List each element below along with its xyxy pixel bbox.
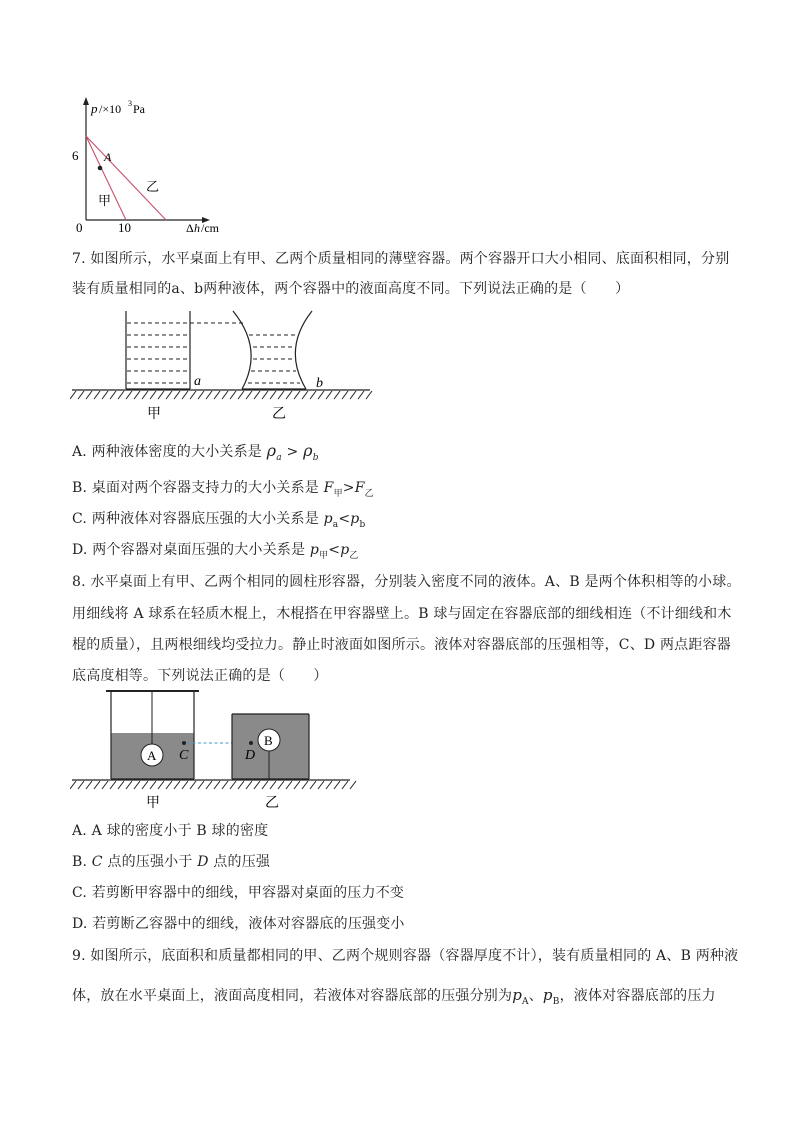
pressure-sub-a: a: [332, 519, 339, 530]
y-axis-label-unit: /×10: [99, 102, 122, 116]
liquid-a-label: a: [194, 374, 201, 389]
y-axis-label-pa: Pa: [133, 102, 145, 116]
line-jia-label: 甲: [98, 193, 112, 208]
q8-option-d: D. 若剪断乙容器中的细线，液体对容器底的压强变小: [72, 916, 405, 932]
x-axis-label-h: h: [194, 221, 200, 235]
q7-option-b-text: B. 桌面对两个容器支持力的大小关系是: [72, 480, 319, 496]
x-tick-10: 10: [118, 220, 131, 235]
point-a-label: A: [104, 150, 112, 164]
q7-containers-figure: [70, 305, 380, 423]
q7-option-a: [72, 441, 319, 463]
q8-option-b: [72, 851, 270, 871]
y-tick-6: 6: [72, 148, 79, 163]
pressure-symbol: p: [512, 986, 523, 1004]
force-sub-yi: 乙: [364, 488, 374, 499]
point-d-ref: D: [197, 854, 209, 870]
point-a: [98, 166, 103, 171]
container-yi-label: 乙: [272, 407, 286, 422]
pressure-sub-jia: 甲: [319, 550, 329, 561]
liquid-b-label: b: [316, 376, 323, 391]
q8-text-line2: 用细线将 A 球系在轻质木棍上，木棍搭在甲容器壁上。B 球与固定在容器底部的细线相连（不计细线和木: [72, 606, 732, 622]
container-yi-label: 乙: [265, 796, 279, 811]
q9-text-line2-prefix: 体，放在水平桌面上，液面高度相同，若液体对容器底部的压强分别为: [72, 988, 513, 1004]
greater-than: >: [342, 480, 355, 496]
q7-option-a-text: A. 两种液体密度的大小关系是: [72, 444, 263, 460]
q7-text-line2: 装有质量相同的a、b两种液体，两个容器中的液面高度不同。下列说法正确的是（ ）: [72, 281, 630, 297]
pressure-depth-graph: [60, 92, 240, 242]
rho-symbol: ρ: [266, 441, 277, 460]
pressure-sub-b: b: [359, 519, 366, 530]
x-axis-label-delta: Δ: [186, 221, 194, 235]
q7-option-d: [72, 539, 359, 561]
pressure-sub-yi: 乙: [349, 550, 359, 561]
greater-than: >: [281, 444, 304, 460]
less-than: <: [328, 542, 341, 558]
x-axis-label-unit: /cm: [201, 221, 219, 235]
point-d: [249, 741, 253, 745]
ball-a-label: A: [147, 748, 157, 763]
q8-option-c: C. 若剪断甲容器中的细线，甲容器对桌面的压力不变: [72, 885, 405, 901]
point-c: [182, 741, 186, 745]
q8-containers-figure: [70, 686, 360, 812]
container-jia-label: 甲: [147, 407, 161, 422]
pressure-symbol: p: [309, 542, 320, 558]
separator: 、: [528, 988, 543, 1004]
q8-option-b-prefix: B.: [72, 854, 92, 870]
q8-text-line3: 棍的质量），且两根细线均受拉力。静止时液面如图所示。液体对容器底部的压强相等，C、D 两点距容器: [72, 637, 731, 653]
rho-sub-a: a: [276, 452, 282, 463]
origin-label: 0: [76, 220, 83, 235]
y-axis-label-p: p: [91, 101, 98, 116]
pressure-symbol: p: [350, 511, 360, 527]
q7-option-c: [72, 508, 365, 530]
q7-option-d-text: D. 两个容器对桌面压强的大小关系是: [72, 542, 306, 558]
y-axis-label-exp: 3: [128, 99, 132, 108]
q9-text-line1: 9. 如图所示，底面积和质量都相同的甲、乙两个规则容器（容器厚度不计），装有质量相同的 A、B 两种液: [72, 948, 739, 964]
force-sub-jia: 甲: [333, 488, 343, 499]
pressure-symbol: p: [323, 511, 333, 527]
q7-text-line1: 7. 如图所示，水平桌面上有甲、乙两个质量相同的薄壁容器。两个容器开口大小相同、底面积相同，分别: [72, 251, 730, 267]
q7-option-c-text: C. 两种液体对容器底压强的大小关系是: [72, 511, 319, 527]
force-symbol: F: [323, 480, 334, 496]
point-c-ref: C: [91, 854, 103, 870]
rho-sub-b: b: [312, 452, 319, 463]
less-than: <: [338, 511, 351, 527]
q9-text-line2-suffix: ，液体对容器底部的压力: [559, 988, 716, 1004]
q8-option-b-suffix: 点的压强: [208, 854, 271, 870]
q8-option-b-mid: 点的压强小于: [102, 854, 198, 870]
q8-text-line1: 8. 水平桌面上有甲、乙两个相同的圆柱形容器，分别装入密度不同的液体。A、B 是两个体积相等的小球。: [72, 574, 741, 590]
pressure-symbol: p: [340, 542, 350, 558]
point-d-label: D: [245, 748, 256, 763]
pressure-symbol: p: [542, 986, 553, 1004]
q8-text-line4: 底高度相等。下列说法正确的是（ ）: [72, 668, 328, 684]
q7-option-b: [72, 477, 374, 499]
line-yi-label: 乙: [146, 179, 160, 194]
q9-text-line2: [72, 985, 716, 1007]
container-jia-label: 甲: [146, 796, 160, 811]
pressure-sub-b: B: [552, 996, 560, 1007]
rho-symbol: ρ: [303, 441, 313, 460]
pressure-sub-a: A: [522, 996, 529, 1007]
q8-option-a: A. A 球的密度小于 B 球的密度: [72, 823, 269, 839]
point-c-label: C: [179, 748, 189, 763]
ball-b-label: B: [264, 733, 273, 748]
force-symbol: F: [354, 480, 365, 496]
